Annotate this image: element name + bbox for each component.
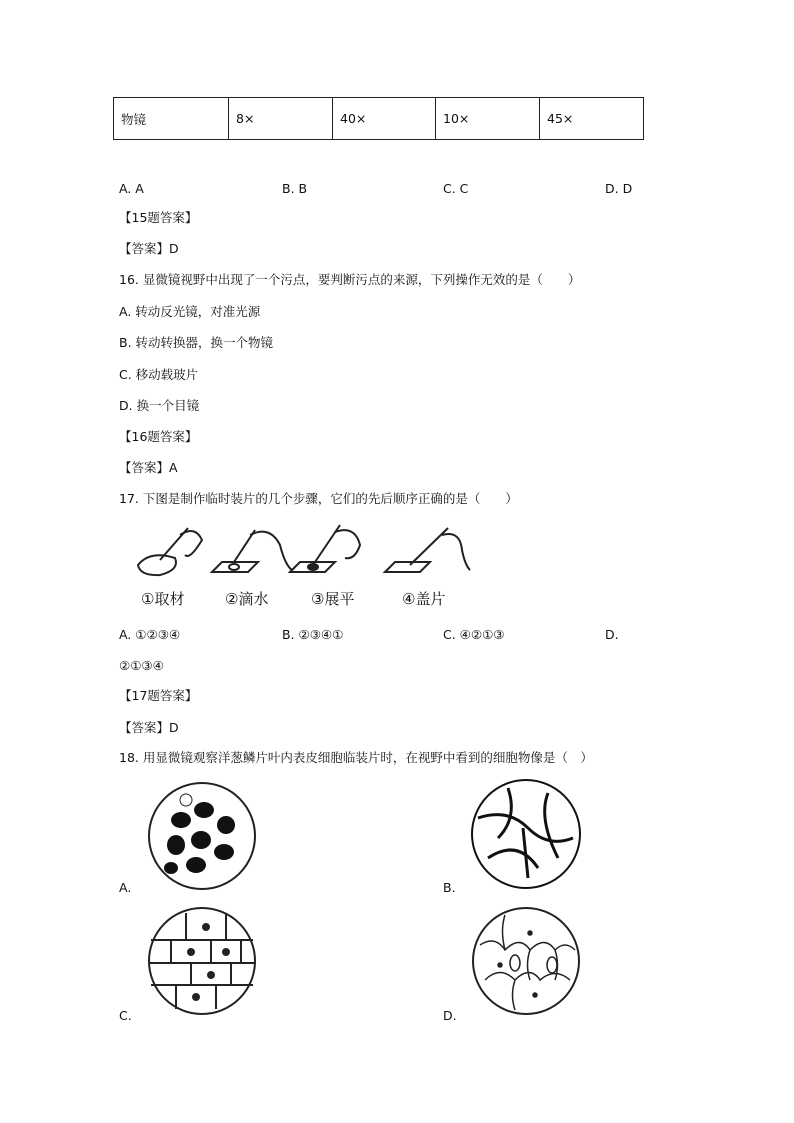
q16-answer: 【答案】A [119,460,178,475]
q18-option-c: C. [119,1008,132,1023]
q15-answer-header: 【15题答案】 [119,210,198,225]
q16-question: 16. 显微镜视野中出现了一个污点，要判断污点的来源，下列操作无效的是（ ） [119,272,581,287]
q18-option-d: D. [443,1008,457,1023]
blood-cells-image [146,780,258,892]
table-cell: 8× [229,98,333,140]
q16-option-d: D. 换一个目镜 [119,398,200,413]
q17-option-d-value: ②①③④ [119,658,164,673]
q17-option-d: D. [605,627,619,642]
q15-option-b: B. B [282,181,308,196]
q15-option-a: A. A [119,181,144,196]
table-cell: 45× [540,98,644,140]
q17-option-b: B. ②③④① [282,627,344,642]
q17-option-a: A. ①②③④ [119,627,181,642]
step-4-label: ④盖片 [402,590,446,608]
step-take-material-icon [138,528,202,575]
branched-cells-image [468,778,584,890]
step-add-water-icon [212,530,292,572]
q17-answer: 【答案】D [119,720,179,735]
q15-option-c: C. C [443,181,469,196]
onion-epidermis-cells-image [146,905,258,1017]
objective-table [113,97,644,140]
q16-option-c: C. 移动载玻片 [119,367,199,382]
table-row-label: 物镜 [114,98,229,140]
slide-preparation-steps-illustration [130,520,480,582]
step-3-label: ③展平 [311,590,355,608]
table-cell: 10× [436,98,540,140]
step-1-label: ①取材 [141,590,185,608]
table-cell: 40× [333,98,436,140]
q18-option-b: B. [443,880,456,895]
q15-option-d: D. D [605,181,633,196]
q17-answer-header: 【17题答案】 [119,688,198,703]
q16-answer-header: 【16题答案】 [119,429,198,444]
q16-option-a: A. 转动反光镜，对准光源 [119,304,261,319]
step-2-label: ②滴水 [225,590,269,608]
q16-option-b: B. 转动转换器，换一个物镜 [119,335,274,350]
step-flatten-icon [290,525,360,572]
q18-question: 18. 用显微镜观察洋葱鳞片叶内表皮细胞临装片时，在视野中看到的细胞物像是（ ） [119,750,593,765]
q18-option-a: A. [119,880,132,895]
q17-option-c: C. ④②①③ [443,627,505,642]
q15-answer: 【答案】D [119,241,179,256]
leaf-epidermis-stomata-image [470,905,582,1017]
q17-question: 17. 下图是制作临时装片的几个步骤，它们的先后顺序正确的是（ ） [119,491,518,506]
step-cover-slip-icon [385,528,470,572]
